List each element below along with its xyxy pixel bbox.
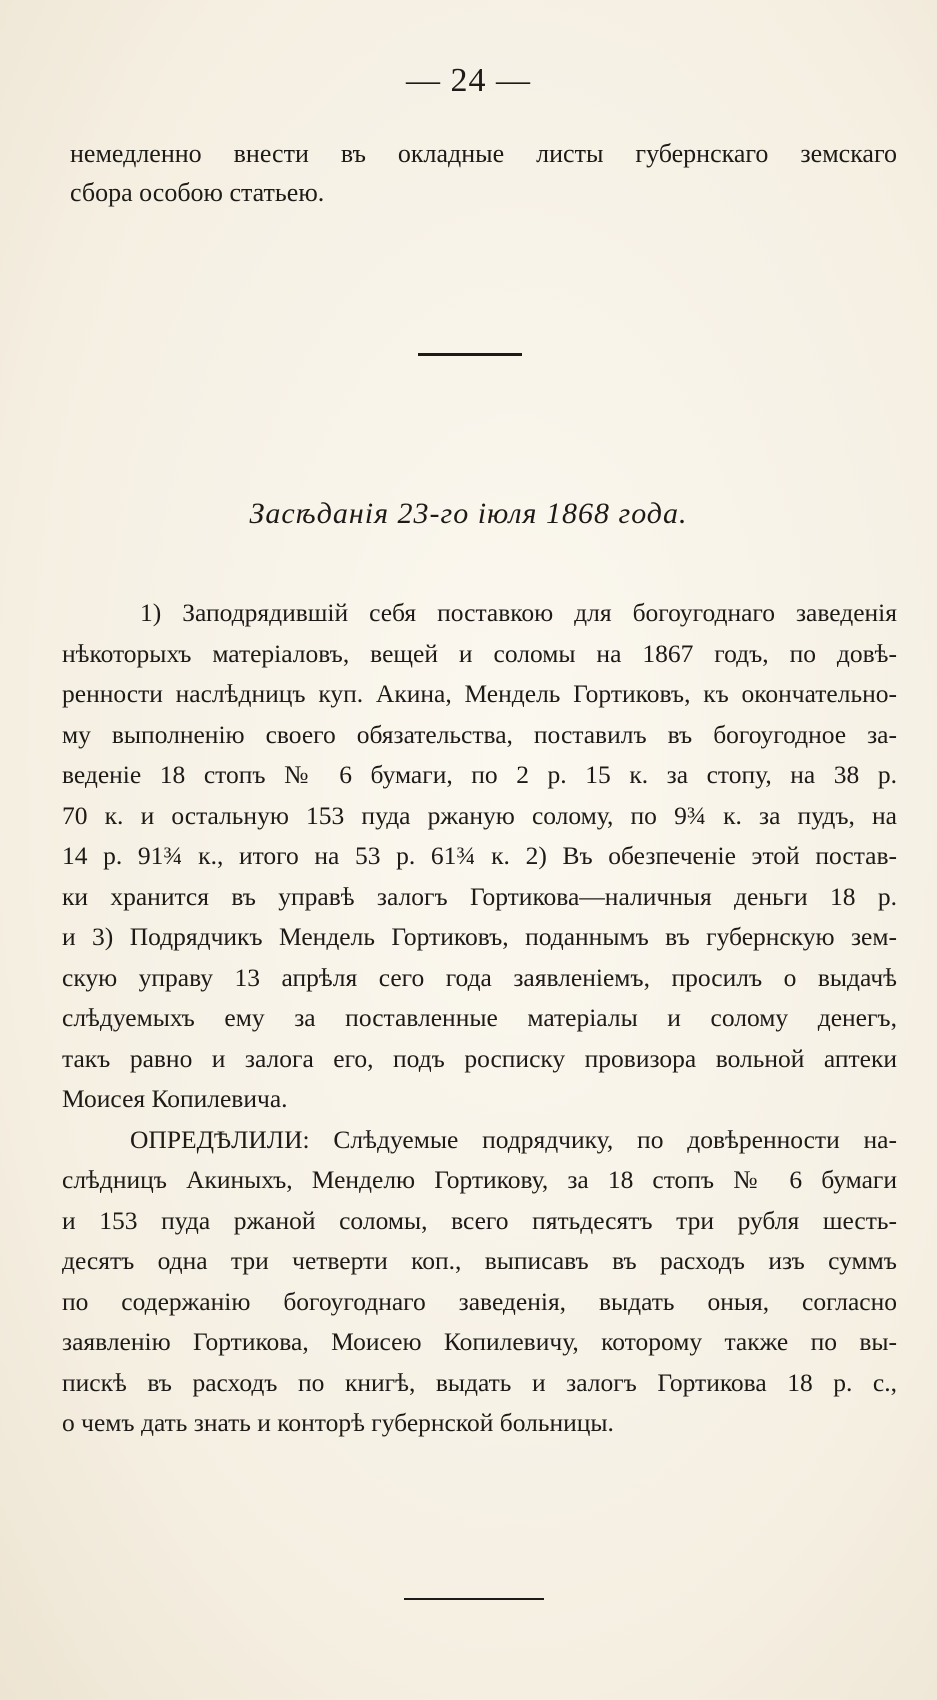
para1-line: ки хранится въ управѣ залогъ Гортикова—наличныя деньги 18 р.: [62, 881, 897, 911]
session-title: Засѣданія 23-го іюля 1868 года.: [249, 497, 688, 530]
para1-line: и 3) Подрядчикъ Мендель Гортиковъ, поданнымъ въ губернскую зем-: [62, 922, 897, 951]
para1-line: веденіе 18 стопъ № 6 бумаги, по 2 р. 15 к. за стопу, на 38 р.: [62, 760, 897, 789]
para1-line: нѣкоторыхъ матеріаловъ, вещей и соломы на 1867 годъ, по довѣ-: [62, 638, 897, 668]
intro-line-2: сбора особою статьею.: [70, 178, 325, 207]
para1-line: слѣдуемыхъ ему за поставленные матеріалы и солому денегъ,: [62, 1003, 897, 1032]
intro-line-1: немедленно внести въ окладные листы губернскаго земскаго: [70, 139, 897, 168]
para1-line: такъ равно и залога его, подъ росписку провизора вольной аптеки: [62, 1043, 897, 1073]
para2-line: слѣдницъ Акиныхъ, Менделю Гортикову, за 18 стопъ № 6 бумаги: [62, 1165, 897, 1194]
page-number: — 24 —: [406, 62, 531, 99]
para1-line: Моисея Копилевича.: [62, 1084, 288, 1113]
para1-line: му выполненію своего обязательства, поставилъ въ богоугодное за-: [62, 719, 897, 749]
para2-line: по содержанію богоугоднаго заведенія, выдать оныя, согласно: [62, 1286, 897, 1316]
resolution-text: [62, 593, 897, 1444]
para2-line: ОПРЕДѢЛИЛИ: Слѣдуемые подрядчику, по довѣренности на-: [130, 1124, 897, 1154]
para2-line: десятъ одна три четверти коп., выписавъ въ расходъ изъ суммъ: [62, 1246, 897, 1275]
para1-line: скую управу 13 апрѣля сего года заявленіемъ, просилъ о выдачѣ: [62, 962, 897, 992]
para1-line: 1) Заподрядившій себя поставкою для богоугоднаго заведенія: [140, 598, 897, 627]
para1-line: ренности наслѣдницъ куп. Акина, Мендель Гортиковъ, къ окончательно-: [62, 679, 897, 708]
section-divider: [418, 353, 522, 356]
para2-line: заявленію Гортикова, Моисею Копилевичу, которому также по вы-: [62, 1327, 897, 1356]
para1-line: 70 к. и остальную 153 пуда ржаную солому, по 9¾ к. за пудъ, на: [62, 800, 897, 830]
para2-line: о чемъ дать знать и конторѣ губернской больницы.: [62, 1408, 614, 1437]
para2-line: и 153 пуда ржаной соломы, всего пятьдесятъ три рубля шесть-: [62, 1205, 897, 1235]
end-divider: [404, 1598, 544, 1600]
para1-line: 14 р. 91¾ к., итого на 53 р. 61¾ к. 2) Въ обезпеченіе этой постав-: [62, 841, 897, 870]
para2-line: пискѣ въ расходъ по книгѣ, выдать и залогъ Гортикова 18 р. с.,: [62, 1367, 897, 1397]
